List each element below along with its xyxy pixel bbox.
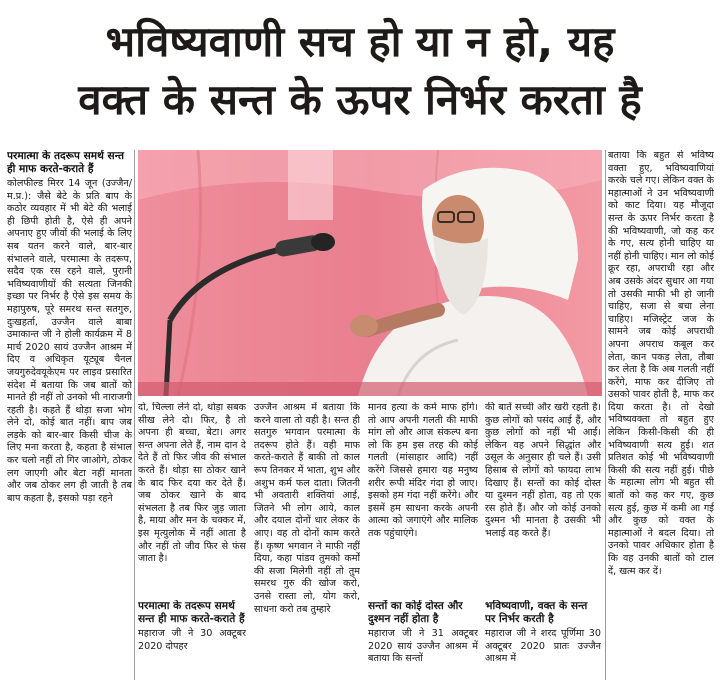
headline-line-2: वक्त के सन्त के ऊपर निर्भर करता है xyxy=(78,75,642,124)
column-b4b xyxy=(485,600,601,680)
left-column-body: कोलफील्ड मिरर 14 जून (उज्जैन/ म.प्र.): जैसे बेटे के प्रति बाप के कठोर व्यवहार में भी बेटे की भलाई ही छिपी होती है, ऐसे ही अपने अपनाए हुए जीवों की भलाई के लिए सब यतन करने वाले, बार-बार संभालने वाले, परमात्मा के तदरूप, सदैव एक रस रहने वाले, पुरानी भविष्यवाणीयों की सत्यता जिनकी इच्छा पर निर्भर है ऐसे इस समय के महापुरुष, पूरे समरथ सन्त सतगुरु, दुःखहर्ता, उज्जैन वाले बाबा उमाकान्त जी ने होली कार्यक्रम में 8 मार्च 2020 सायं उज्जैन आश्रम में दिए व अधिकृत यूट्यूब चैनल जयगुरुदेवयूकेएम पर लाइव प्रसारित संदेश में बताया कि जब बातों को मानते ही नहीं तो उनको भी नाराजगी रहती है। कहते हैं थोड़ा सजा भोग लेने दो, कोई बात नहीं। बाप जब लड़के को बार-बार किसी चीज के लिए मना करता है, कहता है संभाल कर चलो नहीं तो गिर जाओगे, ठोकर लग जाएगी और बेटा नहीं मानता और जब ठोकर लग ही जाती है तब बाप कहता है, इसको पड़ा रहने xyxy=(7,178,132,504)
column-b4 xyxy=(485,402,601,587)
column-b4-body: की बातें सच्ची और खरी रहती है। कुछ लोगों को पसंद आई हैं, और कुछ लोगों को नहीं भी आईं। लेकिन वह अपने सिद्धांत और उसूल के अनुसार ही चले हैं। उसी हिसाब से लोगों को फायदा लाभ दिखाए हैं। सन्तों का कोई दोस्त या दुश्मन नहीं होता, वह तो एक रस होते हैं। और जो कोई उनको दुश्मन भी मानता है उसकी भी भलाई वह करते हैं। xyxy=(485,402,601,539)
column-b3-body: मानव हत्या के कर्म माफ होंगे। तो आप अपनी गलती की माफी मांग लो और आज संकल्प बना लो कि हम इस तरह की कोई गलती (मांसाहार आदि) नहीं करेंगे जिससे हमारा यह मनुष्य शरीर रूपी मंदिर गंदा हो जाए। इसको हम गंदा नहीं करेंगे। और इसमें हम साधना करके अपनी आत्मा को जगाएंगे और मालिक तक पहुंचाएंगे। xyxy=(368,402,478,539)
column-b1b xyxy=(138,600,246,680)
speaker-photo-illustration xyxy=(138,150,602,396)
column-divider xyxy=(605,150,606,680)
column-b3b xyxy=(368,600,478,680)
column-b1-body: दो, चिल्ला लेने दो, थोड़ा सबक सीख लेने दो। फिर, है तो अपना ही बच्चा, बेटा। अगर सन्त अपना लेते हैं, नाम दान दे देते हैं तो फिर जीव की संभाल करते हैं। थोड़ा सा ठोकर खाने के बाद फिर दया कर देते हैं। जब ठोकर खाने के बाद संभलता है तब फिर जुड़ जाता है, माया और मन के चक्कर में, इस मृत्युलोक में नहीं आता है और नहीं तो जीव फिर से फंस जाता है। xyxy=(138,402,246,565)
column-b3b-body: महाराज जी ने 31 अक्टूबर 2020 सायं उज्जैन आश्रम में बताया कि सन्तों xyxy=(368,628,478,665)
left-column xyxy=(7,150,132,680)
column-divider xyxy=(134,150,135,680)
speaker-photo xyxy=(138,150,602,396)
headline-line-1: भविष्यवाणी सच हो या न हो, यह xyxy=(105,17,615,66)
column-b1 xyxy=(138,402,246,582)
column-b3b-subheading: सन्तों का कोई दोस्त और दुश्मन नहीं होता है xyxy=(368,600,463,625)
column-b4b-body: महाराज जी ने शरद पूर्णिमा 30 अक्टूबर 2020 प्रातः उज्जैन आश्रम में xyxy=(485,628,601,665)
left-column-subheading: परमात्मा के तदरूप समर्थ सन्त ही माफ करते-कराते हैं xyxy=(7,150,125,175)
column-b4b-subheading: भविष्यवाणी, वक्त के सन्त पर निर्भर करती है xyxy=(485,600,588,625)
right-column-body: बताया कि बहुत से भविष्य वक्ता हुए, भविष्यवाणियां करके चले गए। लेकिन वक्त के महात्माओं ने उन भविष्यवाणी को काट दिया। यह मौजूदा सन्त के ऊपर निर्भर करता है की भविष्यवाणी, जो कह कर के गए, सत्य होनी चाहिए या नहीं होनी चाहिए। मान लो कोई क्रूर रहा, अपराधी रहा और अब उसके अंदर सुधार आ गया तो उसकी माफी भी हो जानी चाहिए, सजा से बचा लेना चाहिए। मजिस्ट्रेट जज के सामने जब कोई अपराधी अपना अपराध कबूल कर लेता, कान पकड़ लेता, तौबा कर लेता है कि अब गलती नहीं करेंगे, माफ कर दीजिए तो उसको पावर होती है, माफ कर दिया करता है। तो देखो भविष्यवक्ता तो बहुत हुए लेकिन किसी-किसी की ही भविष्यवाणी सत्य हुई। शत प्रतिशत कोई भी भविष्यवाणी किसी की सत्य नहीं हुई। पीछे के महात्मा लोग भी बहुत सी बातों को कह कर गए, कुछ सत्य हुई, कुछ में कमी आ गई और कुछ को वक्त के महात्माओं ने बदल दिया। तो उनको पावर अधिकार होता है कि वह उनकी बातों को टाल दें, खत्म कर दें। xyxy=(608,150,714,577)
column-b1b-body: महाराज जी ने 30 अक्टूबर 2020 दोपहर xyxy=(138,628,246,652)
headline xyxy=(0,0,720,150)
column-b2-body: उज्जैन आश्रम में बताया कि करने वाला तो वही है। सन्त ही सतगुरु भगवान परमात्मा के तदरूप होते हैं। वही माफ करते-कराते हैं बाकी तो काल रूप तिनकर में भाता, शुभ और अशुभ कर्म फल दाता। जितनी भी अवतारी शक्तियां आई, जितने भी लोग आये, काल और दयाल दोनों धार लेकर के आए। वह तो दोनों काम करते हैं। कृष्ण भगवान ने माफी नहीं दिया, कहा पांडव तुमको कर्मों की सजा मिलेगी नहीं तो तुम समरथ गुरु की खोज करो, उनसे रास्ता लो, योग करो, साधना करो तब तुम्हारे xyxy=(254,402,360,615)
right-column xyxy=(608,150,714,680)
column-b3 xyxy=(368,402,478,577)
column-b2 xyxy=(254,402,360,680)
column-b1b-subheading: परमात्मा के तदरूप समर्थ सन्त ही माफ करते-कराते हैं xyxy=(138,600,245,625)
